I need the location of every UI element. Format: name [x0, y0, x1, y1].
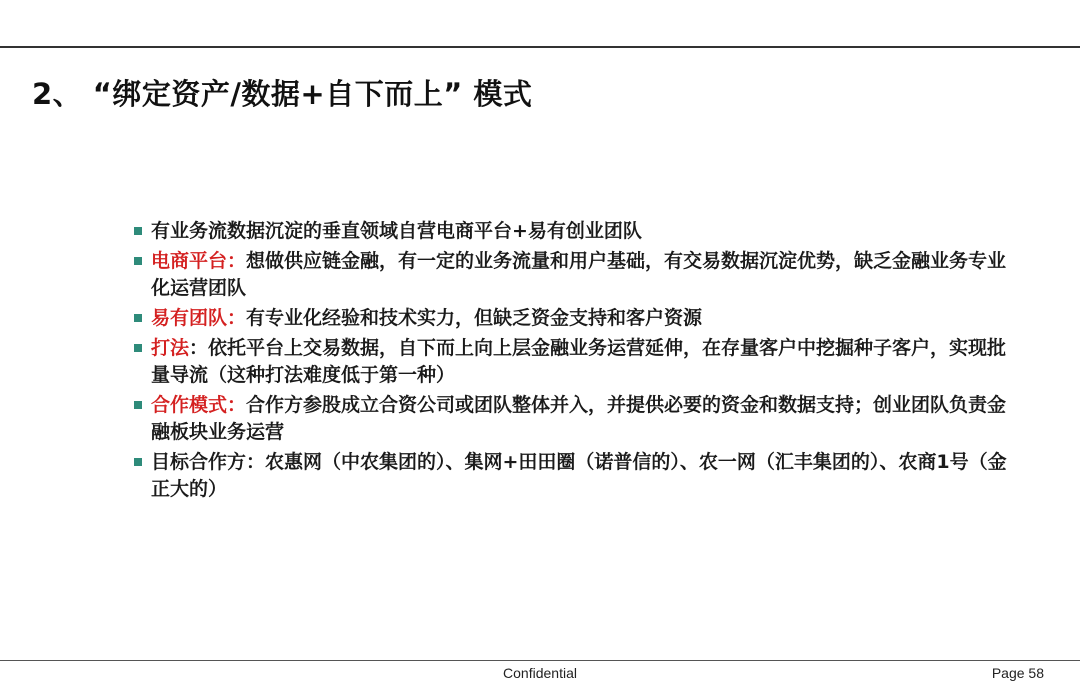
bullet-label: 打法: [151, 337, 190, 359]
top-divider: [0, 46, 1080, 48]
bullet-text: 目标合作方：农惠网（中农集团的）、集网+田田圈（诺普信的）、农一网（汇丰集团的）、农商1号（金正大的）: [151, 451, 1007, 500]
bullet-label: 合作模式：: [151, 394, 247, 416]
bottom-divider: [0, 660, 1080, 661]
bullet-item: [134, 335, 1024, 389]
slide-title: 2、 “绑定资产/数据+自下而上” 模式: [32, 77, 533, 111]
bullet-text: 有专业化经验和技术实力，但缺乏资金支持和客户资源: [246, 307, 703, 329]
bullet-label: 电商平台：: [151, 250, 247, 272]
bullet-item: [134, 248, 1024, 302]
bullet-text: 有业务流数据沉淀的垂直领域自营电商平台+易有创业团队: [151, 220, 642, 242]
bullet-text: 想做供应链金融，有一定的业务流量和用户基础，有交易数据沉淀优势，缺乏金融业务专业化运营团队: [151, 250, 1007, 299]
bullet-item: [134, 392, 1024, 446]
bullet-text: 合作方参股成立合资公司或团队整体并入，并提供必要的资金和数据支持；创业团队负责金融板块业务运营: [151, 394, 1007, 443]
square-bullet-icon: [134, 257, 142, 265]
square-bullet-icon: [134, 458, 142, 466]
bullet-list: [134, 218, 1024, 506]
footer-confidential: Confidential: [503, 665, 577, 681]
bullet-item: [134, 218, 1024, 245]
bullet-item: [134, 449, 1024, 503]
footer-page-number: Page 58: [991, 665, 1044, 681]
bullet-text: ：依托平台上交易数据，自下而上向上层金融业务运营延伸，在存量客户中挖掘种子客户，实现批量导流（这种打法难度低于第一种）: [151, 337, 1007, 386]
square-bullet-icon: [134, 314, 142, 322]
square-bullet-icon: [134, 227, 142, 235]
bullet-item: [134, 305, 1024, 332]
square-bullet-icon: [134, 401, 142, 409]
bullet-label: 易有团队：: [151, 307, 247, 329]
square-bullet-icon: [134, 344, 142, 352]
